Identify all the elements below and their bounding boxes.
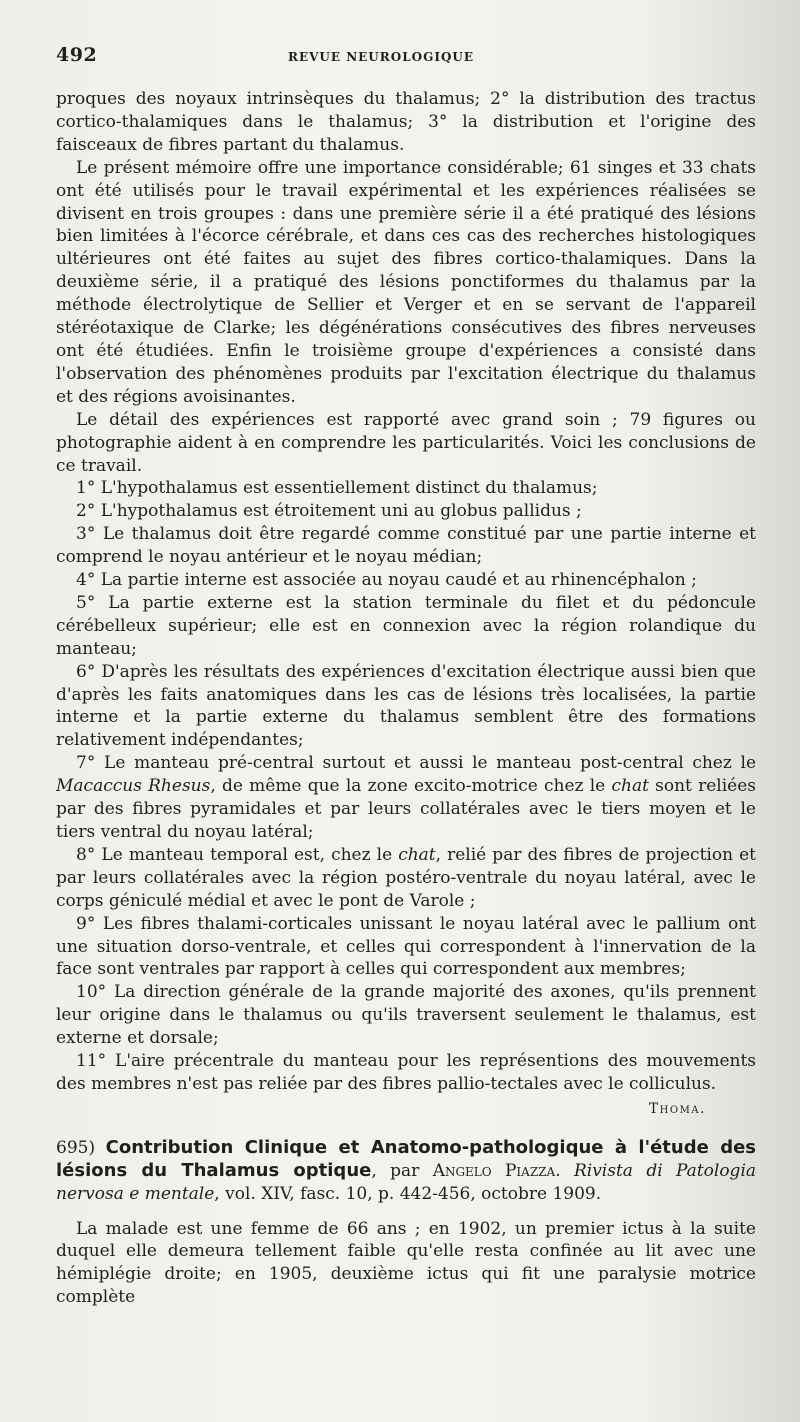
conclusion-item: 11° L'aire précentrale du manteau pour les représentions des mouvements des membres n'est pas reliée par des fibres pallio-tectales avec le colliculus.: [56, 1051, 757, 1094]
conclusion-item: 9° Les fibres thalami-corticales unissant le noyau latéral avec le pallium ont une situation dorso-ventrale, et celles qui correspondent à l'innervation de la face sont ventrales par rapport à celles qui correspondent aux membres;: [56, 913, 756, 980]
page-number: 492: [56, 44, 98, 66]
intro-paragraph-2: Le présent mémoire offre une importance considérable; 61 singes et 33 chats ont été utilisés pour le travail expérimental et les expériences réalisées se divisent en trois groupes : dans une première série il a été pratiqué des lésions bien limitées à l'écorce cérébrale, et dans ces cas des recherches histologiques ultérieures ont été faites au sujet des fibres cortico-thalamiques. Dans la deuxième série, il a pratiqué des lésions ponctiformes du thalamus par la méthode électrolytique de Sellier et Verger et en se servant de l'appareil stéréotaxique de Clarke; les dégénérations consécutives des fibres nerveuses ont été étudiées. Enfin le troisième groupe d'expériences a consisté dans l'observation des phénomènes produits par l'excitation électrique du thalamus et des régions avoisinantes.: [56, 157, 756, 407]
species-name: chat: [611, 776, 649, 797]
species-name: chat: [398, 844, 436, 865]
conclusion-item: 8° Le manteau temporal est, chez le chat, relié par des fibres de projection et par leurs collatérales avec la région postéro-ventrale du noyau latéral, avec le corps géniculé médial et avec le pont de Varole ;: [56, 844, 756, 911]
case-paragraph: La malade est une femme de 66 ans ; en 1902, un premier ictus à la suite duquel elle demeura tellement faible qu'elle resta confinée au lit avec une hémiplégie droite; en 1905, deuxième ictus qui fit une paralysie motrice complète: [56, 1218, 756, 1308]
reference-title: Contribution Clinique et Anatomo-pathologique à l'étude des lésions du Thalamus optique: [56, 1136, 756, 1181]
conclusion-item: 1° L'hypothalamus est essentiellement distinct du thalamus;: [76, 478, 598, 499]
body-text: [56, 88, 756, 1309]
reference-entry: 695) Contribution Clinique et Anatomo-pathologique à l'étude des lésions du Thalamus optique, par Angelo Piazza. Rivista di Patologia nervosa e mentale, vol. XIV, fasc. 10, p. 442-456, octobre 1909.: [56, 1136, 757, 1204]
reference-number: 695): [56, 1137, 96, 1158]
reference-details: , vol. XIV, fasc. 10, p. 442-456, octobre 1909.: [214, 1183, 602, 1204]
conclusion-item: 2° L'hypothalamus est étroitement uni au globus pallidus ;: [76, 501, 582, 522]
author-signature: Thoma.: [648, 1100, 706, 1117]
conclusion-item: 3° Le thalamus doit être regardé comme constitué par une partie interne et comprend le noyau antérieur et le noyau médian;: [56, 524, 757, 568]
conclusion-item: 10° La direction générale de la grande majorité des axones, qu'ils prennent leur origine dans le thalamus ou qu'ils traversent seulement le thalamus, est externe et dorsale;: [56, 982, 757, 1049]
conclusion-item: 7° Le manteau pré-central surtout et aussi le manteau post-central chez le Macaccus Rhesus, de même que la zone excito-motrice chez le chat sont reliées par des fibres pyramidales et par leurs collatérales avec le tiers moyen et le tiers ventral du noyau latéral;: [56, 753, 757, 842]
intro-continuation: proques des noyaux intrinsèques du thalamus; 2° la distribution des tractus cortico-thalamiques dans le thalamus; 3° la distribution et l'origine des faisceaux de fibres partant du thalamus.: [56, 89, 756, 155]
reference-journal: Rivista di Patologia nervosa e mentale: [56, 1160, 757, 1204]
conclusion-item: 6° D'après les résultats des expériences d'excitation électrique aussi bien que d'après les faits anatomiques dans les cas de lésions très localisées, la partie interne et la partie externe du thalamus semblent être des formations relativement indépendantes;: [56, 661, 756, 751]
conclusion-item: 5° La partie externe est la station terminale du filet et du pédoncule cérébelleux supérieur; elle est en connexion avec la région rolandique du manteau;: [56, 592, 756, 659]
reference-author: Angelo Piazza: [432, 1160, 556, 1181]
page-header: [56, 44, 706, 68]
conclusion-item: 4° La partie interne est associée au noyau caudé et au rhinencéphalon ;: [76, 570, 697, 591]
running-title: REVUE NEUROLOGIQUE: [287, 50, 475, 64]
intro-paragraph-3: Le détail des expériences est rapporté avec grand soin ; 79 figures ou photographie aident à en comprendre les particularités. Voici les conclusions de ce travail.: [56, 409, 756, 476]
species-name: Macaccus Rhesus: [56, 776, 211, 797]
